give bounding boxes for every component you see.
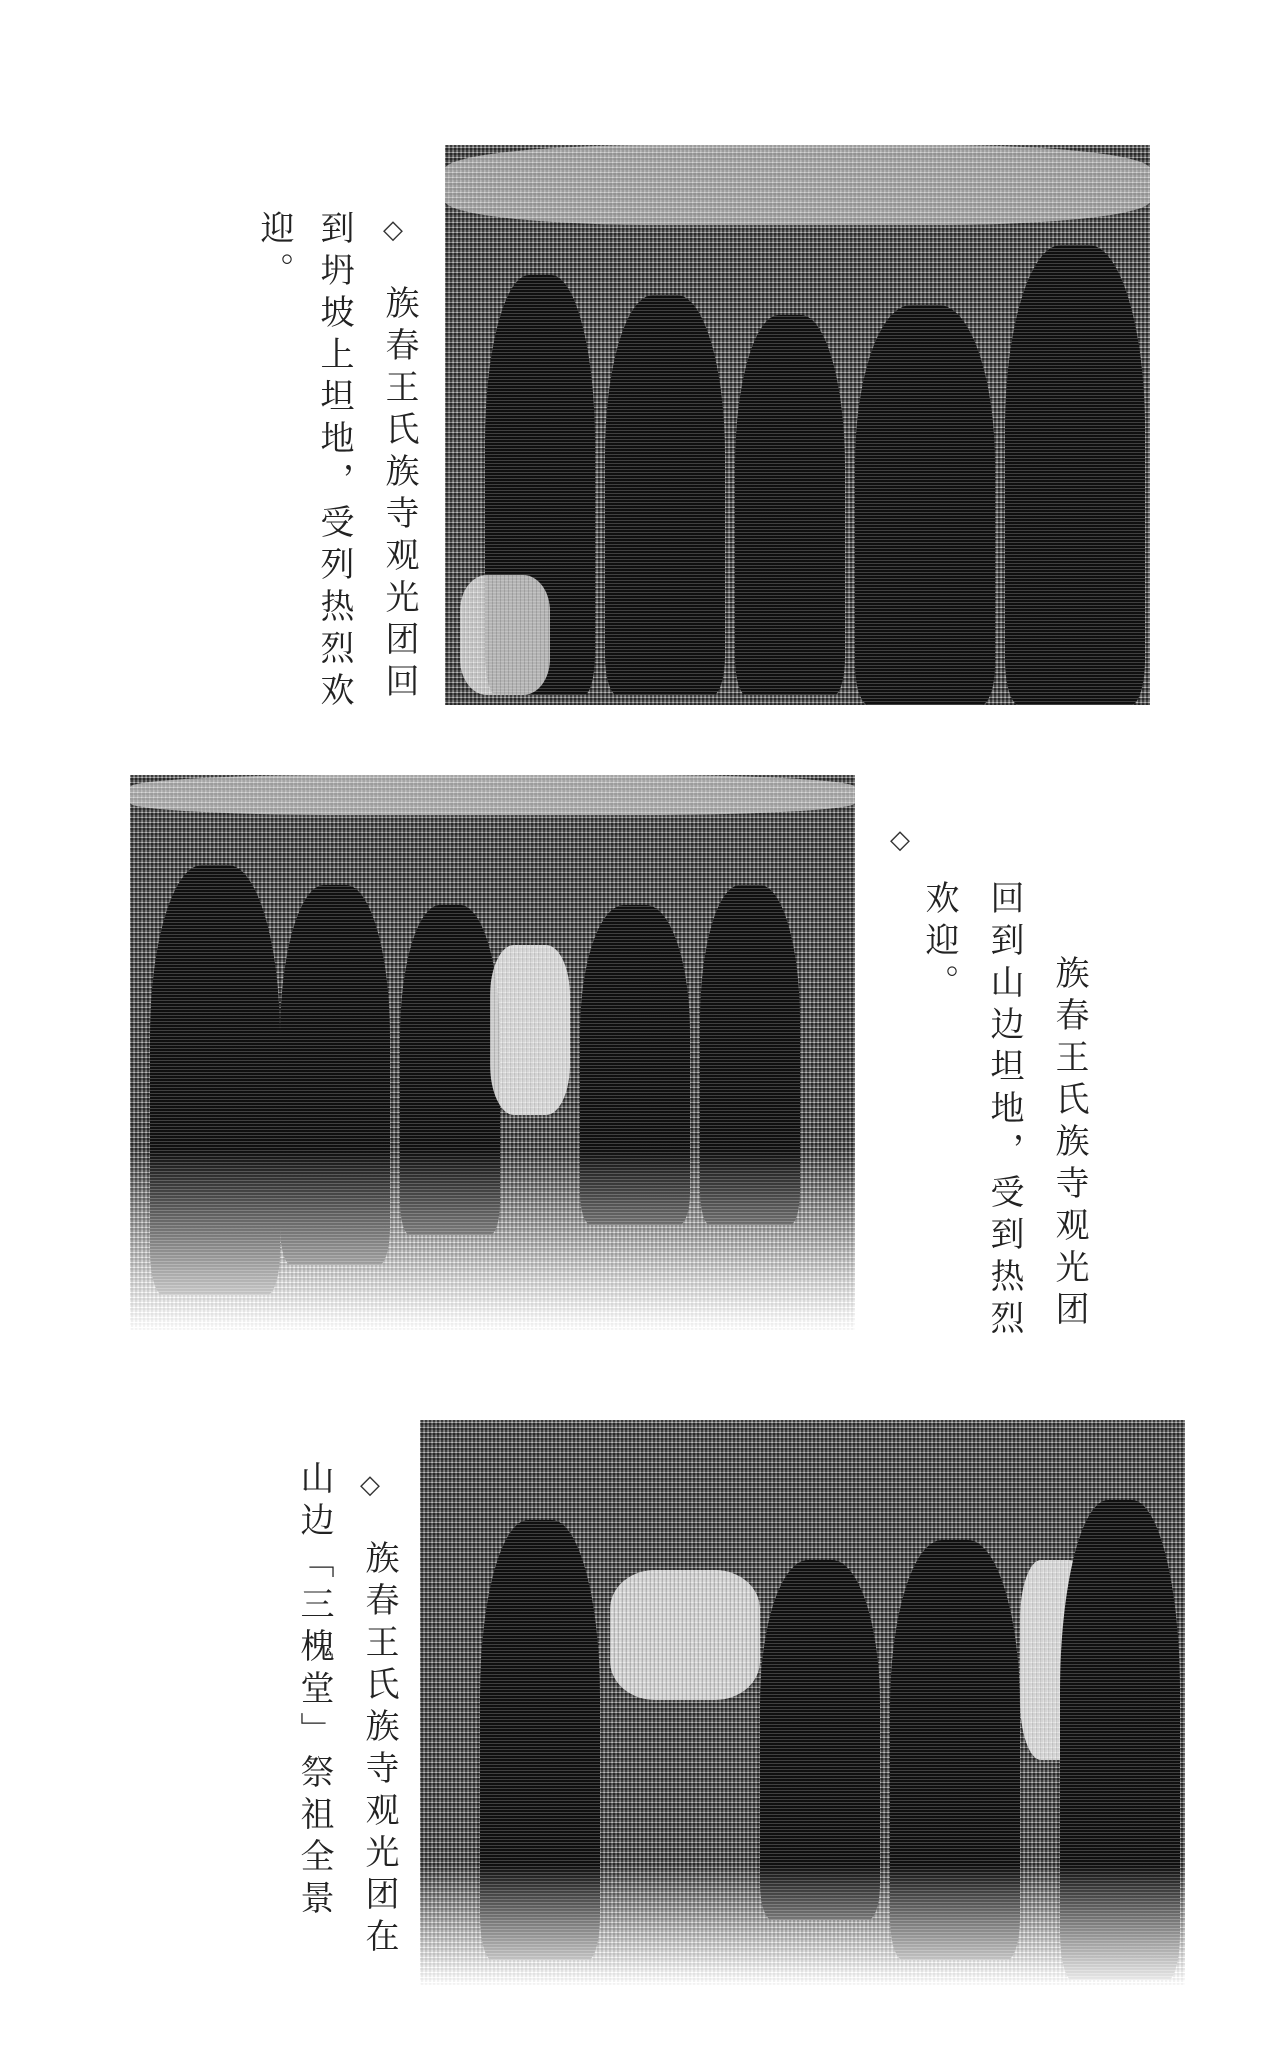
- caption-1-line-2: 到坍坡上坦地，受列热烈欢: [314, 210, 354, 714]
- photo-top-person: [855, 305, 995, 705]
- photo-top-highlight: [460, 575, 550, 695]
- photo-middle: [130, 775, 855, 1330]
- photo-top-person: [1005, 245, 1145, 705]
- photo-top-person: [735, 315, 845, 695]
- caption-3-bullet: ◇: [355, 1470, 385, 1500]
- photo-top-highlight: [445, 145, 1150, 225]
- photo-middle-highlight: [490, 945, 570, 1115]
- photo-middle-ground: [130, 1150, 855, 1330]
- caption-3-line-2: 山边「三槐堂」祭祖全景: [294, 1460, 334, 1922]
- photo-bottom: [420, 1420, 1185, 1985]
- caption-1-line-3: 迎。: [254, 210, 294, 294]
- caption-3-line-1: 族春王氏族寺观光团在: [359, 1540, 399, 1960]
- caption-1-line-1: 族春王氏族寺观光团回: [379, 285, 419, 705]
- photo-bottom-highlight: [610, 1570, 760, 1700]
- caption-2-line-2: 回到山边坦地，受到热烈: [984, 880, 1024, 1342]
- photo-top: [445, 145, 1150, 705]
- caption-2-line-1: 族春王氏族寺观光团: [1049, 955, 1089, 1333]
- photo-top-person: [605, 295, 725, 695]
- photo-middle-highlight: [130, 775, 855, 815]
- caption-1-bullet: ◇: [378, 215, 408, 245]
- caption-2-bullet: ◇: [885, 825, 915, 855]
- photo-bottom-ground: [420, 1865, 1185, 1985]
- caption-2-line-3: 欢迎。: [919, 880, 959, 1006]
